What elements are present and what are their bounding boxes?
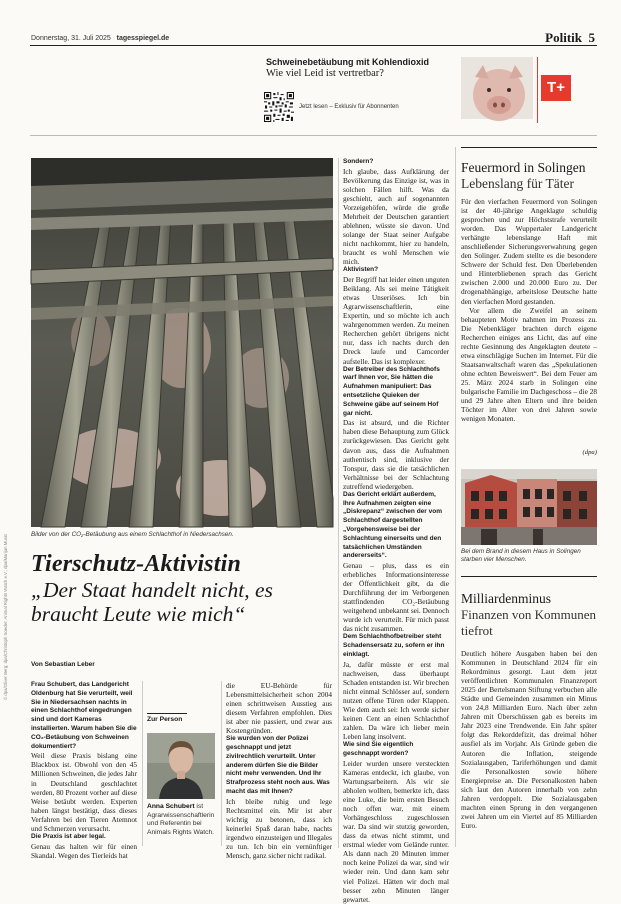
page-number: 5 (588, 30, 595, 45)
interview-answer: Ich bleibe ruhig und lege Rechtsmittel ein. Mir ist aber wichtig zu betonen, dass ich keinerlei Spaß daran habe, nachts irgendwo einzusteigen und Illegales zu tun. Ich bin ein vernünftiger Mensch, ganz sicher nicht radikal. (226, 796, 332, 861)
teaser-cta-link[interactable]: Jetzt lesen – Exklusiv für Abonnenten (299, 104, 399, 110)
interview-answer: Genau – plus, dass es ein erhebliches Informationsinteresse der Öffentlichkeit gibt, da die Durchführung der im Verborgenen stattfindenden CO₂-Betäubung weitgehend unbekannt sei. Dennoch wurde ich verurteilt. Für mich passt das nicht zusammen. (343, 561, 449, 634)
person-description (147, 803, 219, 837)
article-column-2 (226, 681, 332, 860)
right-column-rule (461, 147, 597, 148)
interview-question: Sie wurden von der Polizei geschnappt und jetzt zivilrechtlich verurteilt. Unter anderem dürfen Sie die Bilder nicht mehr verwenden. Und Ihr Strafprozess steht noch aus. Was macht das mit Ihnen? (226, 735, 330, 796)
teaser-subtitle: Wie viel Leid ist vertretbar? (266, 68, 384, 79)
interview-question: Das Gericht erklärt außerdem, Ihre Aufnahmen zeigten eine „Diskrepanz“ zwischen der vom Schlachthof dargestellten „Vorgehensweise bei der Schlachtung einerseits und den tatsächlichen Umständen andererseits“. (343, 490, 442, 560)
news-subtitle-kommunen: Finanzen von Kommunen tiefrot (461, 607, 597, 638)
interview-question: Dem Schlachthofbetreiber steht Schadensersatz zu, sofern er ihn einklagt. (343, 633, 445, 659)
interview-question: Sondern? (343, 158, 374, 165)
main-photo-caption: Bilder von der CO₂-Betäubung aus einem Schlachthof in Niedersachsen. (31, 531, 234, 538)
interview-question: Die Praxis ist aber legal. (31, 832, 106, 840)
person-box-rule (147, 713, 187, 714)
interview-answer: Leider wurden unsere versteckten Kameras entdeckt, ich glaube, von Wartungsarbeitern. Als wir sie abholen wollten, bemerkte ich, dass eine Luke, die beim ersten Besuch noch offen war, mit einem Vorhängeschloss zugeschlossen war. Da sind wir stutzig geworden, dass da etwas nicht stimmt, und erstmal wieder vom Gelände runter. Als dann nach 20 Minuten immer noch keine Polizei da war, sind wir wieder rein. Und dann kam sehr viel Polizei. Hätten wir doch mal besser zehn Minuten länger gewartet. (343, 758, 449, 904)
teaser-accent-line (537, 57, 538, 123)
header-rule (30, 45, 597, 46)
burned-house-photo (461, 469, 597, 545)
interview-answer: die EU-Behörde für Lebensmittelsicherheit schon 2004 einen schrittweisen Ausstieg aus diesem Verfahren empfohlen. Dies ist aber nie passiert, und zwar aus Kostengründen. (226, 681, 332, 736)
news-title-kommunen: Milliardenminus (461, 591, 551, 606)
news-paragraph: Deutlich höhere Ausgaben haben bei den Kommunen in Deutschland 2024 für ein Rekordminus gesorgt. Laut dem jetzt veröffentlichten Kommunalen Finanzreport 2025 der Bertelsmann Stiftung verbuchen alle Städte und Gemeinden zusammen ein Minus von 24,8 Milliarden Euro. Nach über zehn Jahren mit Überschüssen gab es bereits im Jahr 2023 eine Trendwende. Ein Jahr später folgt das Rekorddefizit, das dreimal höher ausfiel als im Vorjahr. Als Gründe geben die Autoren die Inflation, steigende Sozialausgaben, Tariferhöhungen und damit die Personalkosten sowie höhere Energiepreise an. Die Personalkosten haben sich laut den Autoren innerhalb von zehn Jahren verdoppelt. Die Sozialausgaben machten einen Sprung in den vergangenen zwei Jahren um ein Viertel auf 85 Milliarden Euro. (461, 649, 597, 830)
interview-answer: Das ist absurd, und die Richter haben diese Behauptung zum Glück zurückgewiesen. Das Gericht geht davon aus, dass die Aufnahmen authentisch sind, inklusive der Tonspur, dass sie die tatsächlichen Verhältnisse bei der Schlachtung zutreffend wiedergeben. (343, 418, 449, 491)
section-title: Politik 5 (545, 30, 595, 45)
interview-answer: Genau das halten wir für einen Skandal. Wegen des Tierleids hat (31, 841, 137, 860)
interview-answer: Ich glaube, dass Aufklärung der Bevölkerung das Einzige ist, was in solchen Fällen hilft. Was da geschieht, auch auf sogenannten Vorzeigehöfen, würde die große Mehrheit der Deutschen garantiert ablehnen, wüsste sie davon. Und solange der Staat seiner Aufgabe nicht nachkommt, hier zu handeln, braucht es wohl Menschen wie mich. (343, 166, 449, 267)
article-column-3 (343, 158, 449, 904)
news-paragraph: Vor allem die Zweifel an seinem behaupteten Motiv nahmen im Prozess zu. Die Nebenkläger brachten durch eigene Recherchen einiges ans Licht, das auf eine rechte Gesinnung des Angeklagten deutete – etwa einschlägige Suchen im Internet. Für die Staatsanwaltschaft waren das „Spekulationen ohne echten Beweiswert“. Bei dem Feuer am 25. März 2024 starb in Solingen eine bulgarische Familie im Dachgeschoss – die 28 und 29 Jahre alten Eltern und ihre beiden Töchter im Alter von drei Jahren sowie wenigen Monaten. (461, 305, 597, 424)
interview-answer: Weil diese Praxis bislang eine Blackbox ist. Obwohl von den 45 Millionen Schweinen, die jedes Jahr in Deutschland geschlachtet werden, 80 Prozent vorher auf diese Weise betäubt werden. Experten haben längst bestätigt, dass dieses Verfahren bei den Tieren Atemnot und Schmerzen verursacht. (31, 751, 137, 833)
news-subtitle-solingen: Lebenslang für Täter (461, 176, 574, 191)
interview-answer: Der Begriff hat leider einen unguten Beiklang. Als sei meine Tätigkeit etwas Unseriöses. Ich bin Agrarwissenschaftlerin, eine Expertin, und so möchte ich auch wahrgenommen werden. Zu meinen Recherchen gehört übrigens nicht nur, dass ich nachts durch den Dreck laufe und Camcorder aufstelle. Das ist komplexer. (343, 275, 449, 366)
portrait-photo (147, 733, 215, 799)
header-date: Donnerstag, 31. Juli 2025 tagesspiegel.de (31, 35, 170, 42)
interview-question: Aktivisten? (343, 266, 379, 274)
column-divider (338, 158, 339, 848)
news-source: (dpa) (582, 449, 597, 456)
interview-question: Der Betreiber des Schlachthofs warf Ihnen vor, Sie hätten die Aufnahmen manipuliert: Das entsetzliche Quieken der Schweine gäbe auf seinem Hof gar nicht. (343, 365, 440, 417)
person-box-label: Zur Person (147, 716, 183, 723)
person-desc: ist Agrarwissenschaftlerin und Referentin bei Animals Rights Watch. (147, 803, 215, 836)
news-body-solingen (461, 197, 597, 423)
photo-credit: © dpa/Oliver Berg; dpa/Christoph Soeder; Animal Rights Watch e.V.; dpa/Marijan Murat (3, 534, 8, 700)
news-body-kommunen (461, 649, 597, 830)
tplus-badge[interactable]: T+ (541, 75, 571, 101)
news-title-solingen: Feuermord in Solingen (461, 160, 586, 175)
pig-photo (461, 57, 533, 119)
column-divider (221, 681, 222, 846)
teaser-title: Schweinebetäubung mit Kohlendioxid (266, 57, 430, 67)
interview-question: Frau Schubert, das Landgericht Oldenburg hat Sie verurteilt, weil Sie in Niedersachsen nachts in einen Schlachthof eingedrungen sind und dort Kameras installierten. Warum haben Sie die CO₂-Betäubung von Schweinen dokumentiert? (31, 681, 137, 750)
column-divider (455, 147, 456, 847)
column-divider (142, 681, 143, 846)
paper-name: tagesspiegel.de (116, 35, 170, 42)
article-byline: Von Sebastian Leber (31, 661, 95, 668)
slaughterhouse-photo (31, 158, 333, 527)
teaser-bottom-rule (30, 135, 597, 136)
qr-code-icon[interactable] (264, 92, 294, 122)
news-paragraph: Für den vierfachen Feuermord von Solingen ist der 40-jährige Angeklagte schuldig gesprochen und zur Höchststrafe verurteilt worden. Das Wuppertaler Landgericht verhängte lebenslange Haft mit anschließender Sicherungsverwahrung gegen den Solinger. Zudem stellte es die besondere Schwere der Schuld fest. Den Überlebenden und Hinterbliebenen sprach das Gericht zwischen 2.000 und 20.000 Euro zu. Der drogenabhängige, arbeitslose Deutsche hatte den vierfachen Mord gestanden. (461, 197, 597, 306)
right-column-rule-2 (461, 576, 597, 577)
person-name: Anna Schubert (147, 803, 195, 810)
interview-answer: Ja, dafür müsste er erst mal nachweisen, dass überhaupt Schaden entstanden ist. Wir brechen nicht einmal Schlösser auf, sondern nutzen offene Türen oder Klappen. Wie dem auch sei: Ich werde sicher keinen Cent an einen Schlachthof zahlen. Da wäre ich lieber mein Leben lang insolvent. (343, 659, 449, 742)
article-headline: „Der Staat handelt nicht, es braucht Leute wie mich“ (31, 578, 273, 626)
article-column-1 (31, 681, 137, 860)
burned-house-caption: Bei dem Brand in diesem Haus in Solingen starben vier Menschen. (461, 548, 581, 563)
article-kicker: Tierschutz-Aktivistin (31, 551, 242, 577)
interview-question: Wie sind Sie eigentlich geschnappt worden? (343, 741, 414, 758)
